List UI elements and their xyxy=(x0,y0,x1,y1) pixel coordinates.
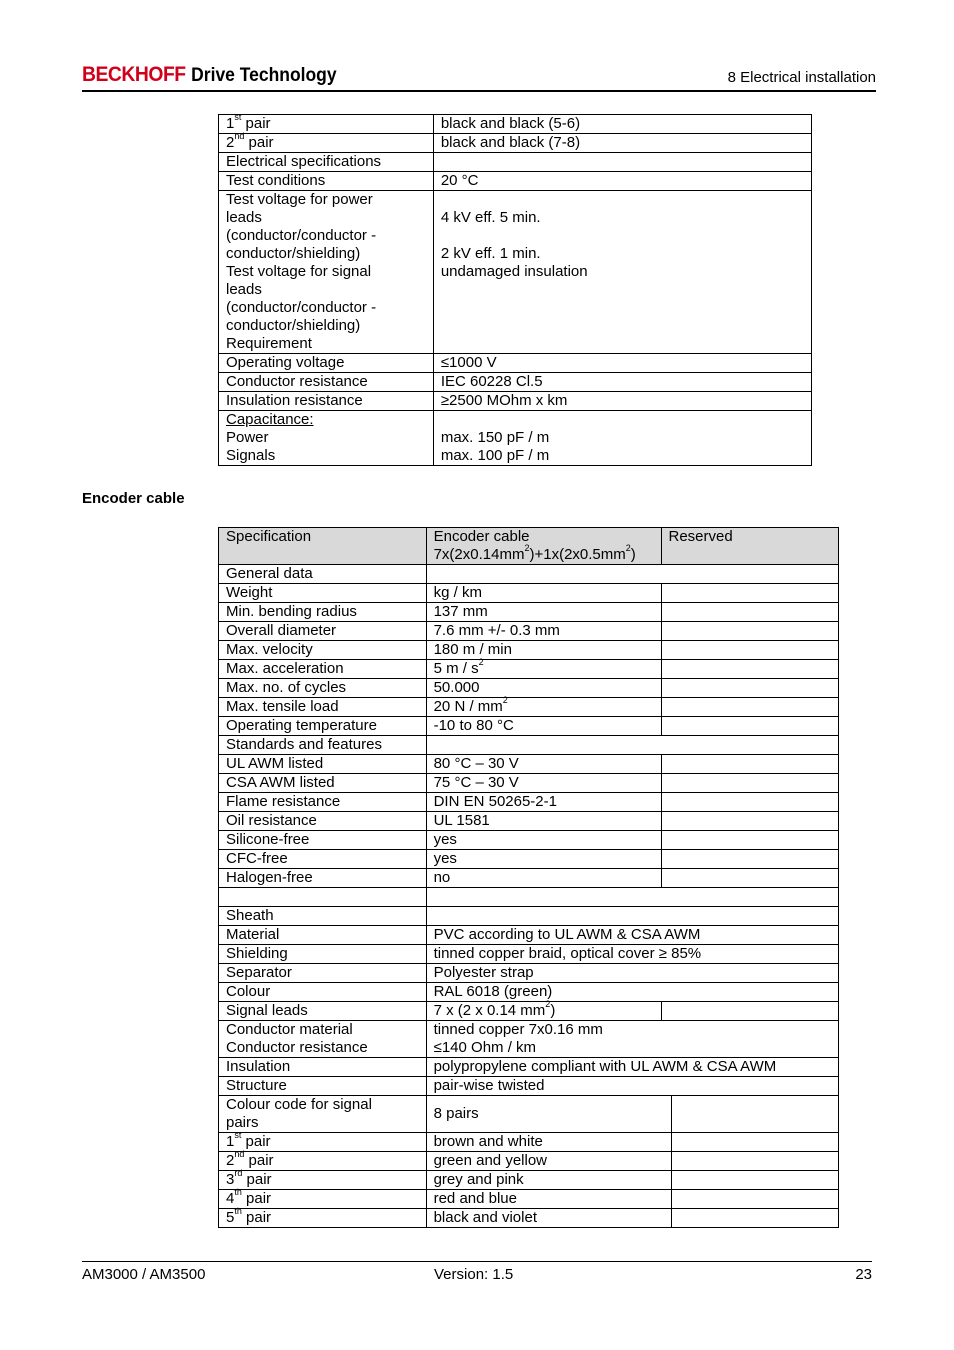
table-row: Halogen-free no xyxy=(219,869,839,888)
table-row: Structure pair-wise twisted xyxy=(219,1077,839,1096)
encoder-cable-heading: Encoder cable xyxy=(82,490,185,507)
header-rule xyxy=(82,90,876,92)
beckhoff-logo xyxy=(82,63,337,87)
table-row xyxy=(219,411,812,466)
row-value: ≤1000 V xyxy=(433,354,811,373)
table-row: Oil resistance UL 1581 xyxy=(219,812,839,831)
table-row xyxy=(219,373,812,392)
table-row: Min. bending radius 137 mm xyxy=(219,603,839,622)
table-row: 5th pair black and violet xyxy=(219,1209,839,1228)
row-label: Test conditions xyxy=(219,172,434,191)
table-row: Max. acceleration 5 m / $s^2$ xyxy=(219,660,839,679)
row-label: Insulation resistance xyxy=(219,392,434,411)
table-row: Conductor material Conductor resistance tinned copper 7x0.16 mm ≤140 Ohm / km xyxy=(219,1021,839,1058)
footer-version: Version: 1.5 xyxy=(434,1266,514,1283)
row-value xyxy=(433,153,811,172)
section-title: 8 Electrical installation xyxy=(727,69,876,86)
group-label: Sheath xyxy=(219,907,427,926)
group-label: General data xyxy=(219,565,427,584)
header-encoder-cable: Encoder cable $7x(2x0.14mm^2)+1x(2x0.5mm^2)$ xyxy=(426,528,661,565)
table-row xyxy=(219,392,812,411)
encoder-cable-spec-table xyxy=(218,527,839,1228)
table-row: Colour code for signal pairs 8 pairs xyxy=(219,1096,839,1133)
table-row: Max. velocity 180 m / min xyxy=(219,641,839,660)
pair-label: 1st pair xyxy=(219,115,434,134)
table-row: 3rd pair grey and pink xyxy=(219,1171,839,1190)
table-row: Signal leads 7 x (2 x 0.14 $mm^2$) xyxy=(219,1002,839,1021)
row-label: Capacitance: Power Signals xyxy=(219,411,434,466)
footer-rule xyxy=(82,1261,872,1262)
brand-subtitle: Drive Technology xyxy=(191,65,337,86)
row-label: Operating voltage xyxy=(219,354,434,373)
page-number: 23 xyxy=(855,1266,872,1283)
table-row xyxy=(219,115,812,134)
table-row: CSA AWM listed 75 °C – 30 V xyxy=(219,774,839,793)
table-row xyxy=(219,565,839,584)
table-row: Max. tensile load 20 N / $mm^2$ xyxy=(219,698,839,717)
table-row xyxy=(219,172,812,191)
group-label: Standards and features xyxy=(219,736,427,755)
table-row: Weight kg / km xyxy=(219,584,839,603)
pair-label: 2nd pair xyxy=(219,134,434,153)
row-value: 4 kV eff. 5 min. 2 kV eff. 1 min. undamaged insulation xyxy=(433,191,811,354)
table-row: UL AWM listed 80 °C – 30 V xyxy=(219,755,839,774)
table-row xyxy=(219,736,839,755)
power-cable-spec-table xyxy=(218,114,812,466)
table-row: Max. no. of cycles 50.000 xyxy=(219,679,839,698)
row-value: 20 °C xyxy=(433,172,811,191)
table-row xyxy=(219,354,812,373)
footer-product: AM3000 / AM3500 xyxy=(82,1266,206,1283)
table-row xyxy=(219,153,812,172)
row-label: Electrical specifications xyxy=(219,153,434,172)
table-row: 4th pair red and blue xyxy=(219,1190,839,1209)
table-row: Colour RAL 6018 (green) xyxy=(219,983,839,1002)
pair-value: black and black (5-6) xyxy=(433,115,811,134)
pair-value: black and black (7-8) xyxy=(433,134,811,153)
table-row: Separator Polyester strap xyxy=(219,964,839,983)
table-row xyxy=(219,888,839,907)
table-row xyxy=(219,907,839,926)
table-row xyxy=(219,191,812,354)
row-label: Conductor resistance xyxy=(219,373,434,392)
table-row: Material PVC according to UL AWM & CSA AWM xyxy=(219,926,839,945)
table-row: CFC-free yes xyxy=(219,850,839,869)
table-header-row xyxy=(219,528,839,565)
table-row: Silicone-free yes xyxy=(219,831,839,850)
table-row: 1st pair brown and white xyxy=(219,1133,839,1152)
table-row: Insulation polypropylene compliant with UL AWM & CSA AWM xyxy=(219,1058,839,1077)
row-value: IEC 60228 Cl.5 xyxy=(433,373,811,392)
table-row: Operating temperature -10 to 80 °C xyxy=(219,717,839,736)
header-specification: Specification xyxy=(219,528,427,565)
table-row: Shielding tinned copper braid, optical cover ≥ 85% xyxy=(219,945,839,964)
table-row xyxy=(219,134,812,153)
header-reserved: Reserved xyxy=(661,528,839,565)
table-row: Flame resistance DIN EN 50265-2-1 xyxy=(219,793,839,812)
row-label: Test voltage for power leads (conductor/conductor - conductor/shielding) Test voltage for signal leads (conductor/conductor - conductor/shielding) Requirement xyxy=(219,191,434,354)
table-row: 2nd pair green and yellow xyxy=(219,1152,839,1171)
table-row: Overall diameter 7.6 mm +/- 0.3 mm xyxy=(219,622,839,641)
row-value: max. 150 pF / m max. 100 pF / m xyxy=(433,411,811,466)
row-value: ≥2500 MOhm x km xyxy=(433,392,811,411)
brand-name: BECKHOFF xyxy=(82,63,186,86)
